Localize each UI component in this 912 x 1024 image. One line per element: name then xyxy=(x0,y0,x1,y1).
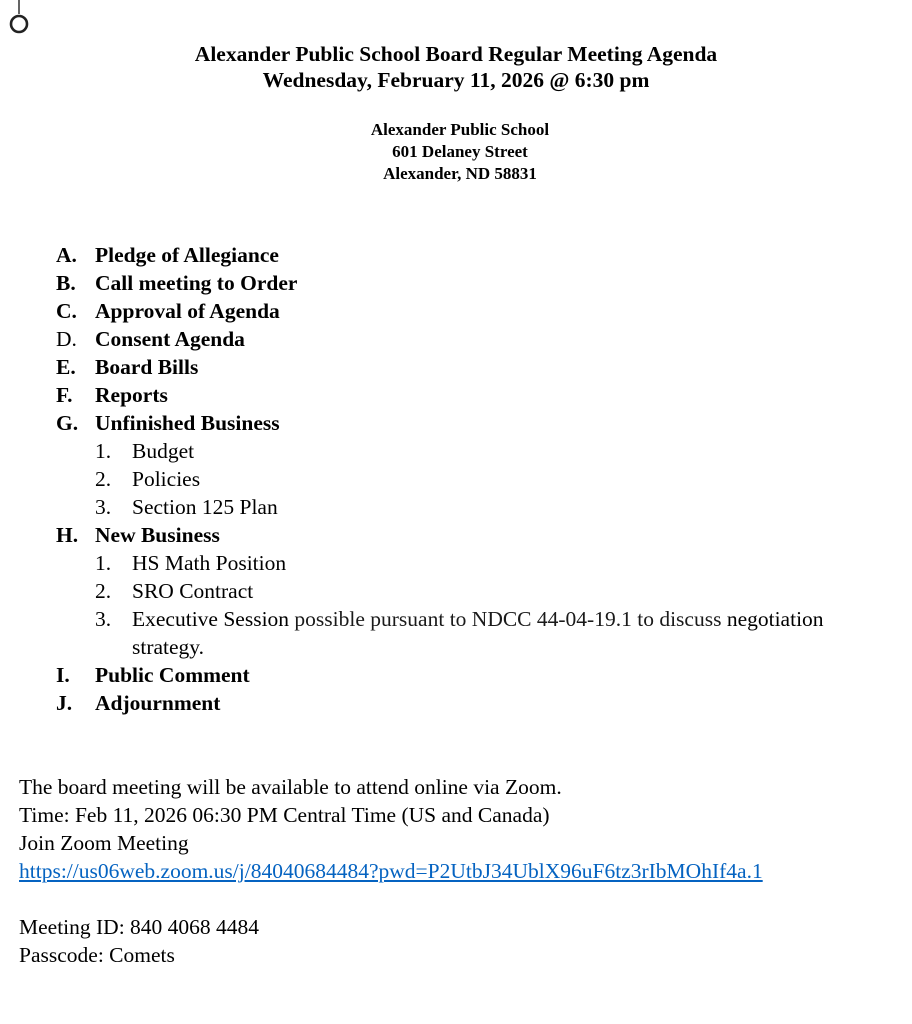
page-title: Alexander Public School Board Regular Meeting Agenda xyxy=(194,42,718,66)
agenda-label: Public Comment xyxy=(95,663,250,687)
sub-item xyxy=(0,577,912,605)
agenda-label: Call meeting to Order xyxy=(95,271,298,295)
sub-item-number: 1. xyxy=(95,551,112,575)
agenda-letter: A. xyxy=(56,243,77,267)
agenda-item-b xyxy=(0,269,912,297)
agenda-label: Pledge of Allegiance xyxy=(95,243,279,267)
school-city: Alexander, ND 58831 xyxy=(383,164,537,183)
agenda-label: New Business xyxy=(95,523,220,547)
zoom-passcode: Passcode: Comets xyxy=(19,943,175,967)
agenda-label: Board Bills xyxy=(95,355,199,379)
agenda-item-g xyxy=(0,409,912,437)
sub-item-number: 3. xyxy=(95,495,112,519)
agenda-item-i xyxy=(0,661,912,689)
school-name: Alexander Public School xyxy=(370,120,550,139)
agenda-label: Unfinished Business xyxy=(95,411,280,435)
agenda-label: Approval of Agenda xyxy=(95,299,280,323)
agenda-letter: E. xyxy=(56,355,76,379)
zoom-meeting-id: Meeting ID: 840 4068 4484 xyxy=(19,915,260,939)
sub-item xyxy=(0,549,912,577)
sub-item xyxy=(0,493,912,521)
executive-session-detail: possible pursuant to NDCC 44-04-19.1 to discuss xyxy=(289,607,727,631)
meeting-date: Wednesday, February 11, 2026 @ 6:30 pm xyxy=(262,68,650,92)
executive-session-term: Executive Session xyxy=(132,607,290,631)
agenda-letter: B. xyxy=(56,271,76,295)
sub-item xyxy=(0,437,912,465)
agenda-item-d xyxy=(0,325,912,353)
school-street: 601 Delaney Street xyxy=(392,142,528,161)
agenda-item-c xyxy=(0,297,912,325)
sub-item-text xyxy=(132,605,824,633)
agenda-label: Adjournment xyxy=(95,691,221,715)
agenda-item-j xyxy=(0,689,912,717)
sub-item-text: HS Math Position xyxy=(132,551,287,575)
agenda-letter: C. xyxy=(56,299,77,323)
sub-item-text: SRO Contract xyxy=(132,579,254,603)
zoom-meeting-link[interactable]: https://us06web.zoom.us/j/84040684484?pwd=P2UtbJ34UblX96uF6tz3rIbMOhIf4a.1 xyxy=(19,859,763,883)
zoom-time: Time: Feb 11, 2026 06:30 PM Central Time (US and Canada) xyxy=(19,803,550,827)
sub-item-number: 3. xyxy=(95,607,112,631)
sub-item-number: 2. xyxy=(95,579,112,603)
sub-item-number: 1. xyxy=(95,439,112,463)
sub-item-text: Policies xyxy=(132,467,201,491)
agenda-label: Reports xyxy=(95,383,168,407)
sub-item-text: strategy. xyxy=(132,635,205,659)
zoom-join-label: Join Zoom Meeting xyxy=(19,831,189,855)
agenda-item-a xyxy=(0,241,912,269)
sub-item-text: Budget xyxy=(132,439,195,463)
agenda-label: Consent Agenda xyxy=(95,327,245,351)
agenda-item-h xyxy=(0,521,912,549)
agenda-letter: I. xyxy=(56,663,70,687)
sub-item-continuation xyxy=(0,633,912,661)
agenda-item-f xyxy=(0,381,912,409)
agenda-letter: G. xyxy=(56,411,79,435)
agenda-letter: F. xyxy=(56,383,73,407)
sub-item xyxy=(0,465,912,493)
sub-item-number: 2. xyxy=(95,467,112,491)
sub-item-text: Section 125 Plan xyxy=(132,495,278,519)
sub-item xyxy=(0,605,912,633)
agenda-item-e xyxy=(0,353,912,381)
agenda-letter: D. xyxy=(56,327,77,351)
executive-session-term-2: negotiation xyxy=(726,607,824,631)
zoom-intro: The board meeting will be available to attend online via Zoom. xyxy=(19,775,562,799)
agenda-letter: H. xyxy=(56,523,79,547)
agenda-letter: J. xyxy=(56,691,73,715)
anchor-marker-icon[interactable] xyxy=(8,0,30,36)
